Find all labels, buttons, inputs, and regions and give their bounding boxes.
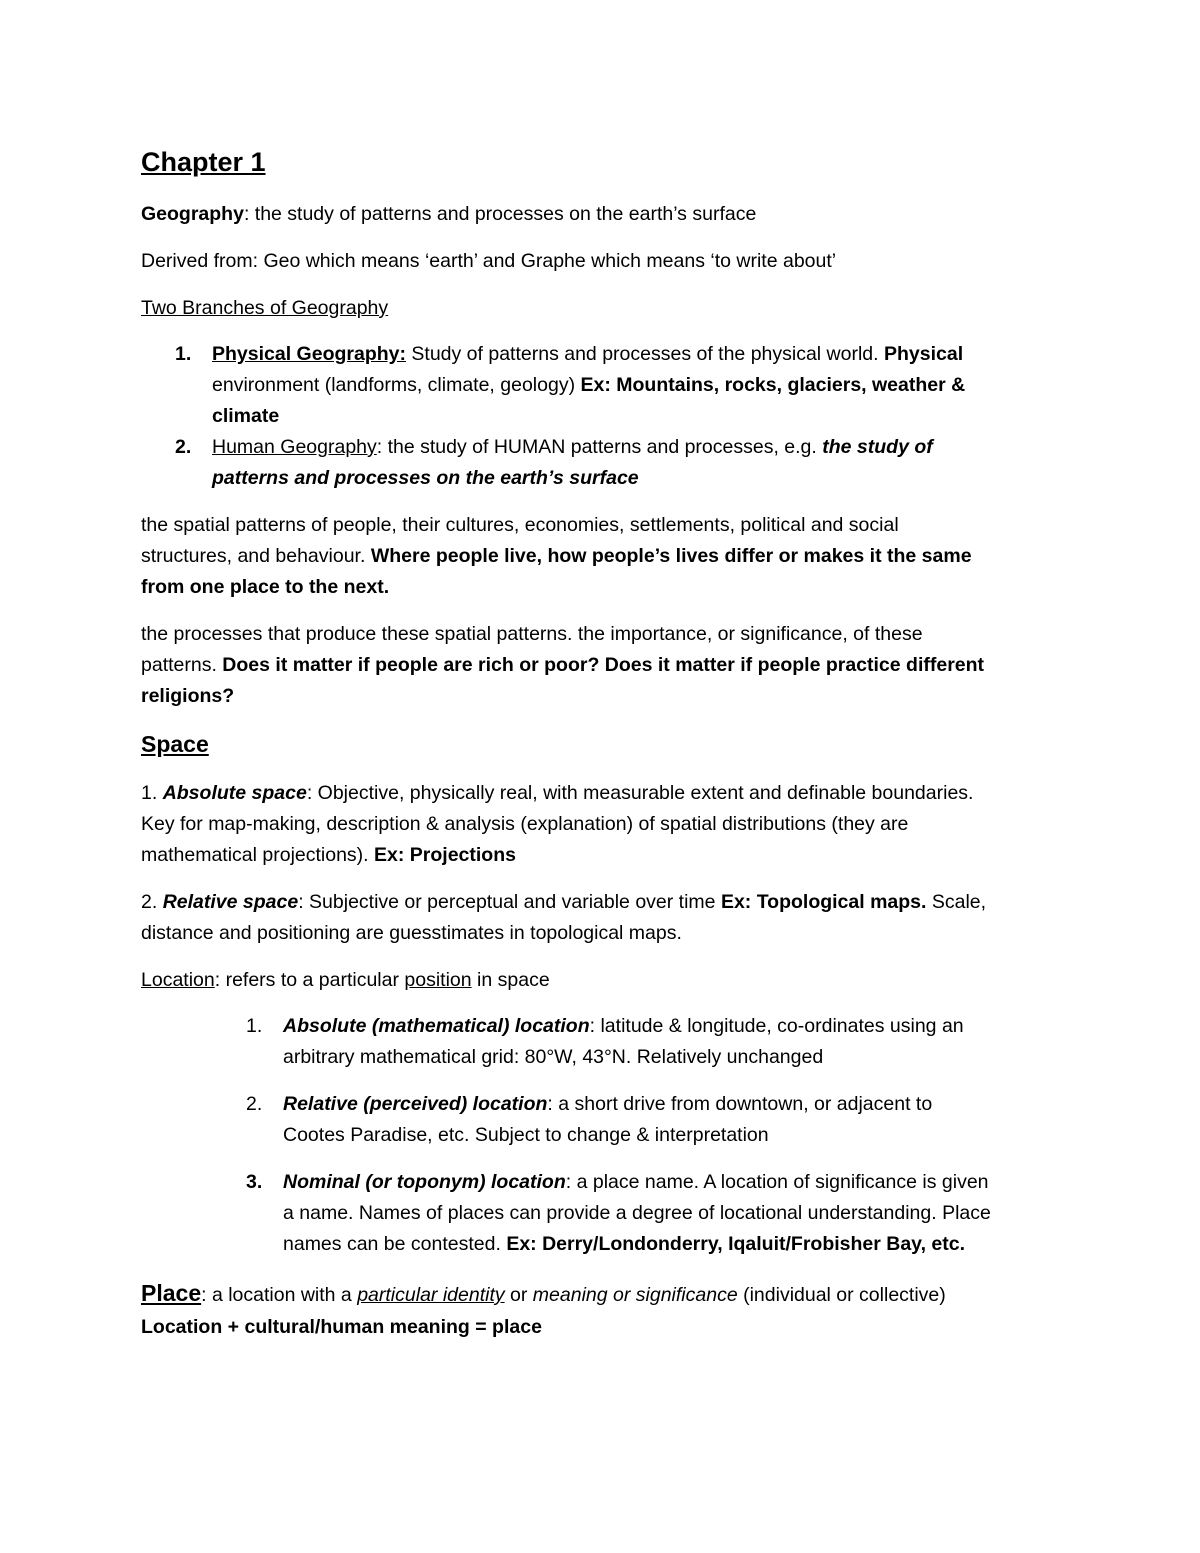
human-geography-line-1: Human Geography: the study of HUMAN patterns and processes, e.g. the study of xyxy=(212,436,933,458)
term-human-geography: Human Geography xyxy=(212,436,377,458)
list-number: 2. xyxy=(175,436,192,458)
spatial-paragraph-line-3: from one place to the next. xyxy=(141,576,390,598)
term-nominal-location: Nominal (or toponym) location xyxy=(283,1171,566,1193)
nominal-location-line-3: names can be contested. Ex: Derry/Londonderry, Iqaluit/Frobisher Bay, etc. xyxy=(283,1233,966,1255)
process-paragraph-line-3: religions? xyxy=(141,685,235,707)
physical-geography-line-3: climate xyxy=(212,405,280,427)
spatial-paragraph-line-1: the spatial patterns of people, their cultures, economies, settlements, political and social xyxy=(141,514,899,536)
place-definition: Place: a location with a particular identity or meaning or significance (individual or collective) xyxy=(141,1280,946,1306)
term-place: Place xyxy=(141,1280,202,1306)
process-paragraph-line-1: the processes that produce these spatial patterns. the importance, or significance, of these xyxy=(141,623,923,645)
term-absolute-space: Absolute space xyxy=(162,782,307,804)
physical-geography-line-1: Physical Geography: Study of patterns and processes of the physical world. Physical xyxy=(212,343,964,365)
location-definition: Location: refers to a particular position in space xyxy=(141,969,550,991)
process-paragraph-line-2: patterns. Does it matter if people are rich or poor? Does it matter if people practice different xyxy=(141,654,985,676)
derived-from: Derived from: Geo which means ‘earth’ and Graphe which means ‘to write about’ xyxy=(141,250,837,272)
place-formula: Location + cultural/human meaning = place xyxy=(141,1316,542,1338)
term-relative-space: Relative space xyxy=(162,891,299,913)
geography-definition: Geography: the study of patterns and processes on the earth’s surface xyxy=(141,203,757,225)
relative-location-line-1: Relative (perceived) location: a short drive from downtown, or adjacent to xyxy=(283,1093,933,1115)
term-absolute-location: Absolute (mathematical) location xyxy=(283,1015,590,1037)
list-number: 3. xyxy=(246,1171,263,1193)
absolute-space-line-1: 1. Absolute space: Objective, physically real, with measurable extent and definable boundaries. xyxy=(141,782,974,804)
absolute-location-line-2: arbitrary mathematical grid: 80°W, 43°N. Relatively unchanged xyxy=(283,1046,824,1068)
chapter-title: Chapter 1 xyxy=(141,147,266,177)
relative-space-line-2: distance and positioning are guesstimates in topological maps. xyxy=(141,922,682,944)
relative-location-line-2: Cootes Paradise, etc. Subject to change & interpretation xyxy=(283,1124,769,1146)
branches-heading: Two Branches of Geography xyxy=(141,297,389,319)
nominal-location-line-1: Nominal (or toponym) location: a place name. A location of significance is given xyxy=(283,1171,989,1193)
absolute-location-line-1: Absolute (mathematical) location: latitude & longitude, co-ordinates using an xyxy=(283,1015,964,1037)
absolute-space-line-3: mathematical projections). Ex: Projections xyxy=(141,844,516,866)
relative-space-line-1: 2. Relative space: Subjective or perceptual and variable over time Ex: Topological maps. Scale, xyxy=(141,891,987,913)
term-location: Location xyxy=(141,969,215,991)
absolute-space-line-2: Key for map-making, description & analysis (explanation) of spatial distributions (they are xyxy=(141,813,909,835)
human-geography-line-2: patterns and processes on the earth’s surface xyxy=(212,467,639,489)
term-physical-geography: Physical Geography: xyxy=(212,343,406,365)
list-number: 2. xyxy=(246,1093,263,1115)
term-geography: Geography xyxy=(141,203,244,225)
term-relative-location: Relative (perceived) location xyxy=(283,1093,548,1115)
spatial-paragraph-line-2: structures, and behaviour. Where people live, how people’s lives differ or makes it the same xyxy=(141,545,972,567)
list-number: 1. xyxy=(175,343,192,365)
space-heading: Space xyxy=(141,731,209,757)
physical-geography-line-2: environment (landforms, climate, geology) Ex: Mountains, rocks, glaciers, weather & xyxy=(212,374,966,396)
list-number: 1. xyxy=(246,1015,263,1037)
nominal-location-line-2: a name. Names of places can provide a degree of locational understanding. Place xyxy=(283,1202,991,1224)
